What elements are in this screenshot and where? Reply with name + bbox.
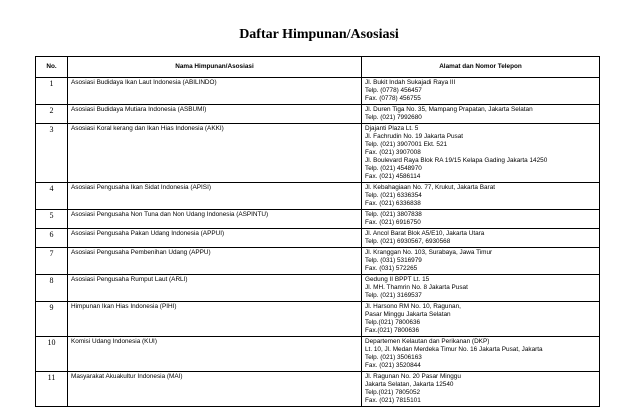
- address-line: Telp. (0778) 456457: [365, 87, 422, 94]
- row-number: 3: [36, 124, 68, 183]
- address-line: Pasar Minggu Jakarta Selatan: [365, 311, 451, 318]
- address-line: Jl. MH. Thamrin No. 8 Jakarta Pusat: [365, 284, 468, 291]
- association-name: Asosiasi Koral kerang dan Ikan Hias Indonesia (AKKI): [68, 124, 362, 183]
- association-name: Masyarakat Akuakultur Indonesia (MAI): [68, 372, 362, 407]
- address-line: Departemen Kelautan dan Perikanan (DKP): [365, 338, 490, 345]
- association-address: [362, 105, 600, 124]
- address-line: Telp. (021) 7992680: [365, 114, 422, 121]
- association-name: Asosiasi Pengusaha Pembenihan Udang (APPU): [68, 248, 362, 275]
- address-line: Telp. (021) 6930567, 6930568: [365, 238, 451, 245]
- address-line: Fax. (0778) 456755: [365, 95, 421, 102]
- association-name: Himpunan Ikan Hias Indonesia (PIHI): [68, 302, 362, 337]
- association-name: Asosiasi Pengusaha Non Tuna dan Non Udang Indonesia (ASPINTU): [68, 210, 362, 229]
- address-line: Lt. 10, Jl. Medan Merdeka Timur No. 16 Jakarta Pusat, Jakarta: [365, 346, 543, 353]
- table-row: [36, 275, 600, 302]
- address-line: Telp. (021) 3169537: [365, 292, 422, 299]
- row-number: 2: [36, 105, 68, 124]
- address-line: Telp.(021) 7800636: [365, 319, 421, 326]
- address-line: Jl. Boulevard Raya Blok RA 19/15 Kelapa Gading Jakarta 14250: [365, 157, 548, 164]
- association-address: [362, 210, 600, 229]
- address-line: Telp. (031) 5316979: [365, 257, 422, 264]
- address-line: Telp. (021) 6336354: [365, 192, 422, 199]
- table-body: [36, 78, 600, 407]
- association-address: [362, 372, 600, 407]
- address-line: Fax. (021) 6916750: [365, 219, 421, 226]
- table-row: [36, 105, 600, 124]
- row-number: 11: [36, 372, 68, 407]
- row-number: 9: [36, 302, 68, 337]
- table-row: [36, 372, 600, 407]
- row-number: 1: [36, 78, 68, 105]
- document-title: Daftar Himpunan/Asosiasi: [239, 27, 399, 42]
- association-name: Asosiasi Budidaya Mutiara Indonesia (ASBUMI): [68, 105, 362, 124]
- address-line: Fax. (021) 3520844: [365, 362, 421, 369]
- table-row: [36, 124, 600, 183]
- association-address: [362, 229, 600, 248]
- address-line: Fax. (021) 3907008: [365, 149, 421, 156]
- address-line: Fax. (031) 572265: [365, 265, 418, 272]
- table-row: [36, 210, 600, 229]
- association-name: Asosiasi Pengusaha Ikan Sidat Indonesia (APISI): [68, 183, 362, 210]
- address-line: Jl. Duren Tiga No. 35, Mampang Prapatan, Jakarta Selatan: [365, 106, 533, 113]
- row-number: 7: [36, 248, 68, 275]
- address-line: Fax. (021) 6336838: [365, 200, 421, 207]
- row-number: 10: [36, 337, 68, 372]
- association-name: Asosiasi Budidaya Ikan Laut Indonesia (ABILINDO): [68, 78, 362, 105]
- address-line: Telp.(021) 7805052: [365, 389, 421, 396]
- address-line: Jl. Kebahagiaan No. 77, Krukut, Jakarta Barat: [365, 184, 496, 191]
- table-row: [36, 229, 600, 248]
- address-line: Gedung II BPPT Lt. 15: [365, 276, 430, 283]
- table-header-row: [36, 57, 600, 78]
- table-row: [36, 302, 600, 337]
- address-line: Telp. (021) 3907001 Ekt. 521: [365, 141, 448, 148]
- address-line: Jl. Bukit Indah Sukajadi Raya III: [365, 79, 456, 86]
- row-number: 6: [36, 229, 68, 248]
- association-address: [362, 183, 600, 210]
- address-line: Jl. Ragunan No. 20 Pasar Minggu: [365, 373, 461, 380]
- address-line: Fax.(021) 7800636: [365, 327, 420, 334]
- association-address: [362, 124, 600, 183]
- row-number: 8: [36, 275, 68, 302]
- address-line: Jl. Kranggan No. 103, Surabaya, Jawa Timur: [365, 249, 493, 256]
- header-no: No.: [36, 57, 68, 78]
- row-number: 4: [36, 183, 68, 210]
- address-line: Fax. (021) 4586114: [365, 173, 421, 180]
- address-line: Telp. (021) 3807838: [365, 211, 422, 218]
- address-line: Fax. (021) 7815101: [365, 397, 421, 404]
- header-address: Alamat dan Nomor Telepon: [362, 57, 600, 78]
- table-row: [36, 337, 600, 372]
- header-name: Nama Himpunan/Asosiasi: [68, 57, 362, 78]
- association-address: [362, 78, 600, 105]
- association-address: [362, 302, 600, 337]
- association-address: [362, 337, 600, 372]
- table-row: [36, 183, 600, 210]
- table-row: [36, 78, 600, 105]
- association-name: Asosiasi Pengusaha Rumput Laut (ARLI): [68, 275, 362, 302]
- address-line: Telp. (021) 4548970: [365, 165, 422, 172]
- association-table: [35, 56, 600, 407]
- address-line: Jl. Fachrudin No. 19 Jakarta Pusat: [365, 133, 464, 140]
- row-number: 5: [36, 210, 68, 229]
- address-line: Jl. Harsono RM No. 10, Ragunan,: [365, 303, 461, 310]
- address-line: Jl. Ancol Barat Blok A5/E10, Jakarta Utara: [365, 230, 485, 237]
- association-name: Komisi Udang Indonesia (KUI): [68, 337, 362, 372]
- association-address: [362, 248, 600, 275]
- address-line: Jakarta Selatan, Jakarta 12540: [365, 381, 454, 388]
- association-address: [362, 275, 600, 302]
- address-line: Djajanti Plaza Lt. 5: [365, 125, 419, 132]
- association-name: Asosiasi Pengusaha Pakan Udang Indonesia (APPUI): [68, 229, 362, 248]
- table-row: [36, 248, 600, 275]
- address-line: Telp. (021) 3506163: [365, 354, 422, 361]
